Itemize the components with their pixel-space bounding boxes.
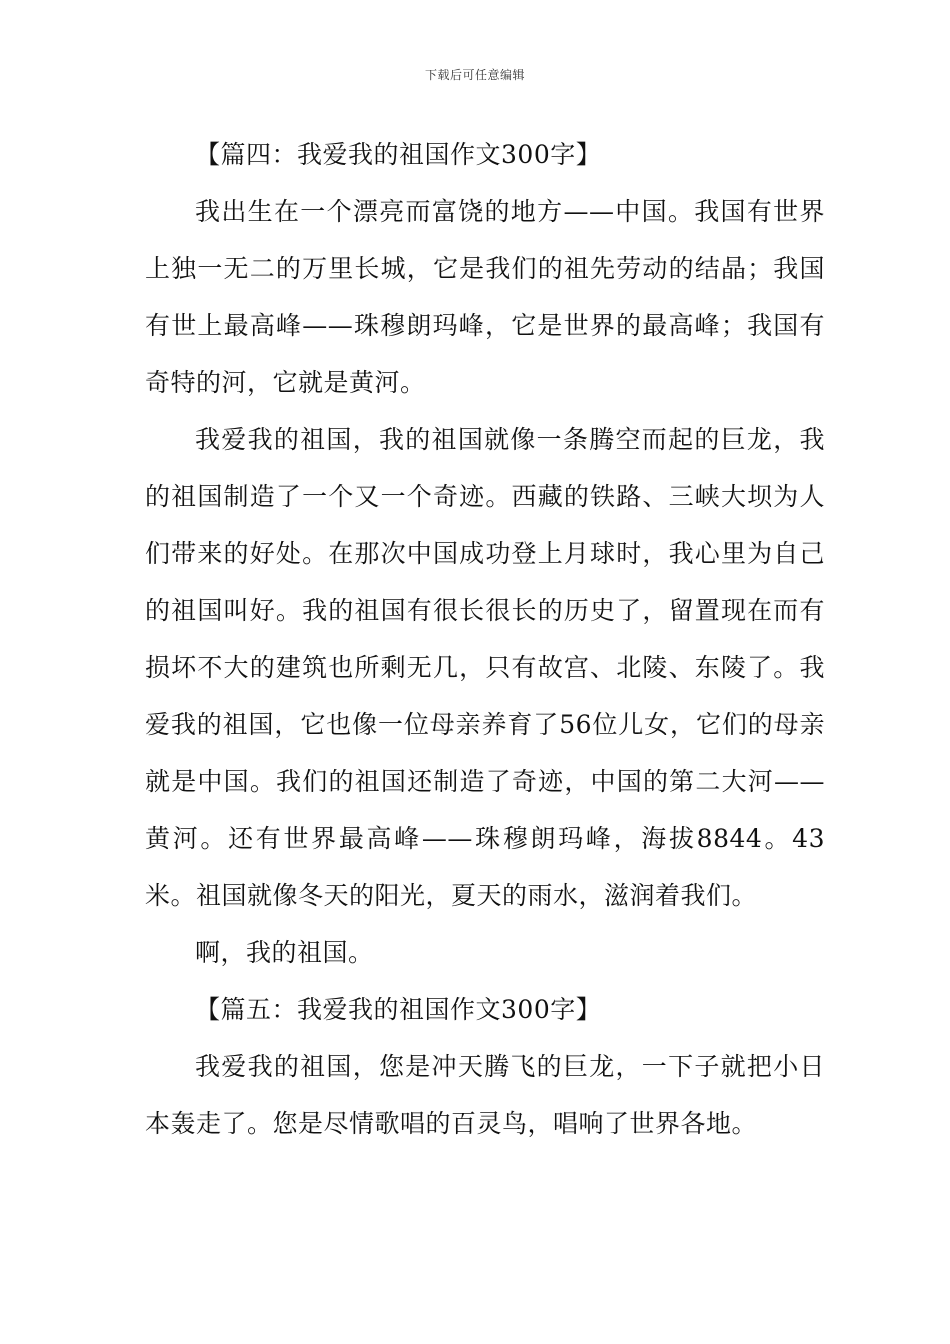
paragraph: 我出生在一个漂亮而富饶的地方——中国。我国有世界上独一无二的万里长城，它是我们的祖先劳动的结晶；我国有世上最高峰——珠穆朗玛峰，它是世界的最高峰；我国有奇特的河，它就是黄河。 xyxy=(145,197,825,397)
paragraph: 啊，我的祖国。 xyxy=(195,938,374,967)
paragraph: 我爱我的祖国，我的祖国就像一条腾空而起的巨龙，我的祖国制造了一个又一个奇迹。西藏的铁路、三峡大坝为人们带来的好处。在那次中国成功登上月球时，我心里为自己的祖国叫好。我的祖国有很长很长的历史了，留置现在而有损坏不大的建筑也所剩无几，只有故宫、北陵、东陵了。我爱我的祖国，它也像一位母亲养育了56位儿女，它们的母亲就是中国。我们的祖国还制造了奇迹，中国的第二大河——黄河。还有世界最高峰——珠穆朗玛峰，海拔8844。43米。祖国就像冬天的阳光，夏天的雨水，滋润着我们。 xyxy=(145,425,825,910)
section-heading-4: 【篇四：我爱我的祖国作文300字】 xyxy=(195,140,602,169)
section-heading-5: 【篇五：我爱我的祖国作文300字】 xyxy=(195,995,602,1024)
paragraph: 我爱我的祖国，您是冲天腾飞的巨龙，一下子就把小日本轰走了。您是尽情歌唱的百灵鸟，唱响了世界各地。 xyxy=(145,1052,825,1138)
document-body xyxy=(145,126,825,1152)
page-header: 下载后可任意编辑 xyxy=(424,68,525,82)
